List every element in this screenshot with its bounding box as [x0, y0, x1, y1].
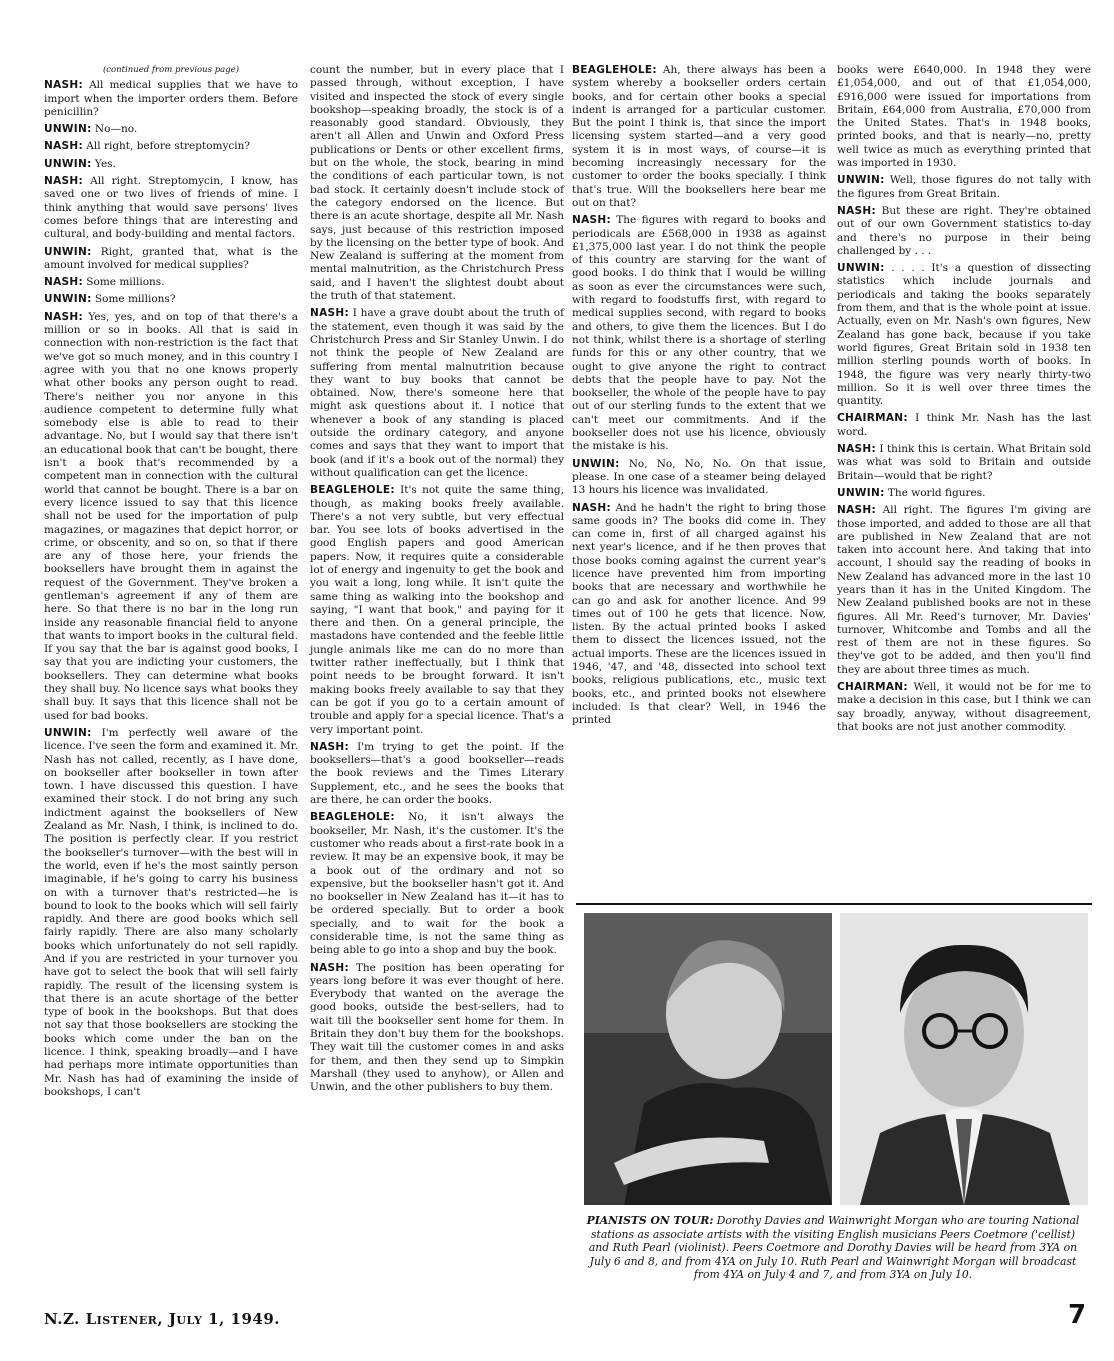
paragraph-text: count the number, but in every place that I passed through, without exception, I have visited and inspected the stock of every single bookshop—speaking broadly, the stock is of a reasonably good standard. Obviously, they aren't all Allen and Unwin and Oxford Press publications or Dents or other excellent firms, but on the whole, the stock, bearing in mind the conditions of each particular town, is not bad stock. It certainly doesn't include stock of the category endorsed on the licence. But there is an acute shortage, despite all Mr. Nash says, just because of this restriction imposed by the licensing on the better type of book. And New Zealand is suffering at the moment from mental malnutrition, as the Christchurch Press said, and I haven't the slightest doubt about the truth of that statement.	[310, 64, 565, 303]
speaker-label: NASH:	[837, 204, 876, 217]
paragraph-text: It's not quite the same thing, though, as making books freely available. There's a not very subtle, but very effectual bar. You see lots of books advertised in the good English papers and good American papers. Now, it requires quite a considerable lot of energy and ingenuity to get the book and you wait a long, long while. It isn't quite the same thing as walking into the bookshop and saying, "I want that book," and paying for it there and then. On a general principle, the mastadons have contended and the feeble little jungle animals like me can do no more than twitter rather ineffectually, but I think that point needs to be brought forward. It isn't making books freely available to say that they can be got if you go to a certain amount of trouble and apply for a special licence. That's a very important point.	[310, 484, 564, 736]
speaker-label: UNWIN:	[44, 245, 92, 258]
paragraph	[44, 246, 298, 273]
paragraph	[310, 64, 564, 303]
text-column-2	[310, 64, 564, 1099]
speaker-label: UNWIN:	[837, 486, 885, 499]
paragraph	[44, 175, 298, 241]
speaker-label: UNWIN:	[44, 726, 92, 739]
paragraph-text: Ah, there always has been a system whereby a bookseller orders certain books, and for certain other books a special indent is arranged for a particular customer. But the point I think is, that since the import licensing system started—and a very good system it is in most ways, of course—it is becoming increasingly necessary for the customer to order the books specially. I think that's true. Will the booksellers here bear me out on that?	[572, 64, 826, 209]
speaker-label: NASH:	[44, 175, 83, 188]
masthead-footer: N.Z. Listener, July 1, 1949.	[44, 1310, 280, 1328]
paragraph-text: No, it isn't always the bookseller, Mr. Nash, it's the customer. It's the customer who reads about a first-rate book in a review. It may be an expensive book, it may be a book out of the ordinary and not so expensive, but the bookseller hasn't got it. And no bookseller in New Zealand has it—it has to be ordered specially. But to order a book specially, and to wait for the book a considerable time, is not the same thing as being able to go into a shop and buy the book.	[310, 811, 564, 957]
paragraph-text: Some millions.	[82, 276, 165, 289]
paragraph	[44, 276, 298, 289]
speaker-label: NASH:	[572, 214, 611, 227]
speaker-label: CHAIRMAN:	[837, 412, 908, 425]
paragraph-text: I have a grave doubt about the truth of the statement, even though it was said by the Christchurch Press and Sir Stanley Unwin. I do not think the people of New Zealand are suffering from mental malnutrition because they want to buy books that cannot be obtained. Now, there's someone here that might ask questions about it. I notice that whenever a book of any standing is placed outside the ordinary category, and anyone comes and says that they want to import that book (and if it's a book out of the normal) they without qualification can get the licence.	[310, 307, 564, 479]
text-column-3	[572, 64, 826, 732]
speaker-label: BEAGLEHOLE:	[310, 811, 395, 824]
paragraph	[837, 487, 1091, 500]
paragraph-text: All right. Streptomycin, I know, has saved one or two lives of friends of mine. I think anything that would save persons' lives comes before things that are interesting and cultural, and body-building and mental factors.	[44, 175, 298, 241]
paragraph	[44, 140, 298, 153]
speaker-label: CHAIRMAN:	[837, 681, 908, 694]
speaker-label: UNWIN:	[572, 457, 620, 470]
paragraph	[44, 158, 298, 171]
paragraph	[572, 502, 826, 728]
photo-caption	[580, 1214, 1086, 1282]
paragraph-text: The figures with regard to books and periodicals are £568,000 in 1938 as against £1,375,000 last year. I do not think the people of this country are starving for the want of good books. I do think that I would be willing as soon as ever the circumstances were such, with regard to foodstuffs first, with regard to medical supplies second, with regard to books and others, to give them the licences. But I do not think, whilst there is a shortage of sterling funds for this or any other country, that we ought to give anyone the right to contract debts that the people have to pay. Not the bookseller, the whole of the people have to pay out of our sterling funds to the extent that we can't meet our commitments. And if the bookseller does not use his licence, obviously the mistake is his.	[572, 214, 826, 453]
caption-body: Dorothy Davies and Wainwright Morgan who are touring National stations as associate artists with the visiting English musicians Peers Coetmore ('cellist) and Ruth Pearl (violinist). Peers Coetmore and Dorothy Davies will be heard from 3YA on July 6 and 8, and from 4YA on July 10. Ruth Pearl and Wainwright Morgan will broadcast from 4YA on July 4 and 7, and from 3YA on July 10.	[588, 1214, 1080, 1281]
photo-dorothy-davies	[584, 913, 832, 1205]
paragraph-text: I think this is certain. What Britain sold was what was sold to Britain and outside Britain—would that be right?	[837, 443, 1091, 482]
paragraph-text: All right. The figures I'm giving are those imported, and added to those are all that are published in New Zealand that are not taken into account here. And taking that into account, I should say the reading of books in New Zealand has advanced more in the last 10 years than it has in the United Kingdom. The New Zealand published books are not in these figures. All Mr. Reed's turnover, Mr. Davies' turnover, Whitcombe and Tombs and all the rest of them are not in these figures. So they've got to be added, and then you'll find they are about three times as much.	[837, 504, 1091, 676]
paragraph-text: books were £640,000. In 1948 they were £1,054,000, and out of that £1,054,000, £916,000 were issued for importations from Britain, £64,000 from Australia, £70,000 from the United States. That's in 1948 books, printed books, and that is nearly—no, pretty well twice as much as everything printed that was imported in 1930.	[837, 64, 1091, 170]
speaker-label: NASH:	[44, 276, 83, 289]
paragraph	[44, 311, 298, 723]
paragraph-text: . . . . It's a question of dissecting statistics which include journals and periodicals and taking the books separately from them, and that is the whole point at issue. Actually, even on Mr. Nash's own figures, New Zealand has gone back, because if you take world figures, Great Britain sold in 1938 ten million sterling pounds worth of books. In 1948, the figure was very nearly thirty-two million. So it is well over three times the quantity.	[837, 262, 1091, 408]
speaker-label: NASH:	[572, 501, 611, 514]
paragraph	[310, 307, 564, 480]
paragraph-text: Yes, yes, and on top of that there's a million or so in books. All that is said in connection with non-restriction is the fact that we've got so much money, and in this country I agree with you that no one knows properly what other books any person ought to read. There's neither you nor anyone in this audience competent to determine fully what somebody else is able to read to their advantage. No, but I would say that there isn't an educational book that can't be bought, there isn't a book that's recommended by a competent man in connection with the cultural world that cannot be bought. There is a bar on every licence issued to say that this licence shall not be used for the importation of pulp magazines, or magazines that depict horror, or crime, or obscenity, and so on, so that if there are any of those here, your friends the booksellers have brought them in against the request of the Government. They've broken a gentleman's agreement if any of them are here. So that there is no bar in the long run inside any reasonable financial field to anyone that wants to import books in the cultural field. If you say that the bar is against good books, I say that you are indicting your customers, the booksellers. They can determine what books they shall buy. No licence says what books they shall buy. It says that this licence shall not be used for bad books.	[44, 310, 298, 722]
text-column-1	[44, 64, 298, 1103]
paragraph-text: All right, before streptomycin?	[82, 140, 251, 153]
page-number: 7	[1068, 1300, 1087, 1330]
speaker-label: NASH:	[44, 140, 83, 153]
paragraph	[572, 214, 826, 453]
speaker-label: NASH:	[837, 504, 876, 517]
paragraph-text: But these are right. They're obtained out of our own Government statistics to-day and there's no purpose in their being challenged by . . .	[837, 204, 1091, 257]
paragraph-text: All medical supplies that we have to import when the importer orders them. Before penicillin?	[44, 79, 298, 118]
paragraph-text: I'm trying to get the point. If the booksellers—that's a good bookseller—reads the book reviews and the Times Literary Supplement, etc., and he sees the books that are there, he can order the books.	[310, 740, 564, 807]
paragraph	[837, 681, 1091, 734]
paragraph-text: Well, it would not be for me to make a decision in this case, but I think we can say broadly, anyway, without disagreement, that books are not just another commodity.	[837, 681, 1091, 733]
speaker-label: UNWIN:	[44, 293, 92, 306]
speaker-label: NASH:	[44, 310, 83, 323]
paragraph	[837, 412, 1091, 439]
speaker-label: NASH:	[310, 307, 349, 320]
paragraph	[572, 64, 826, 210]
speaker-label: NASH:	[310, 740, 349, 753]
paragraph-text: Yes.	[91, 157, 116, 170]
paragraph	[572, 458, 826, 498]
paragraph-text: No—no.	[91, 123, 138, 136]
paragraph	[837, 262, 1091, 408]
paragraph	[837, 205, 1091, 258]
paragraph-text: No, No, No, No. On that issue, please. In one case of a steamer being delayed 13 hours his licence was invalidated.	[572, 457, 826, 497]
photo-box	[576, 903, 1092, 1210]
paragraph	[310, 811, 564, 957]
speaker-label: UNWIN:	[44, 157, 92, 170]
paragraph	[310, 741, 564, 807]
speaker-label: NASH:	[837, 443, 876, 456]
paragraph	[44, 79, 298, 119]
paragraph-text: I'm perfectly well aware of the licence. I've seen the form and examined it. Mr. Nash has not called, recently, as I have done, on bookseller after bookseller in town after town. I have discussed this question. I have examined their stock. I do not bring any such indictment against the booksellers of New Zealand as Mr. Nash, I think, is inclined to do. The position is perfectly clear. If you restrict the bookseller's turnover—with the best will in the world, even if he's the most saintly person imaginable, if he's going to carry his business on with a turnover that's restricted—he is bound to look to the books which will sell fairly rapidly. And there are good books which sell fairly rapidly. There are also many scholarly books which unfortunately do not sell rapidly. And if you are restricted in your turnover you have got to select the book that will sell fairly rapidly. The result of the licensing system is that there is an acute shortage of the better type of book in the bookshops. But that does not say that those booksellers are stocking the books which come under the ban on the licence. I think, speaking broadly—and I have had perhaps more intimate opportunities than Mr. Nash has had of examining the inside of bookshops, I can't	[44, 726, 298, 1098]
paragraph	[44, 123, 298, 136]
speaker-label: UNWIN:	[44, 123, 92, 136]
paragraph-text: The world figures.	[884, 486, 986, 499]
speaker-label: NASH:	[310, 961, 349, 974]
text-column-4	[837, 64, 1091, 738]
paragraph	[44, 727, 298, 1099]
paragraph-text: Right, granted that, what is the amount involved for medical supplies?	[44, 245, 298, 271]
speaker-label: UNWIN:	[837, 262, 885, 275]
paragraph	[310, 962, 564, 1095]
paragraph	[837, 443, 1091, 483]
paragraph	[310, 484, 564, 737]
paragraph	[44, 293, 298, 306]
continued-note: (continued from previous page)	[102, 65, 240, 75]
paragraph-text: Some millions?	[91, 293, 176, 306]
paragraph-text: Well, those figures do not tally with the figures from Great Britain.	[837, 174, 1091, 200]
paragraph	[837, 64, 1091, 170]
speaker-label: UNWIN:	[837, 174, 885, 187]
photo-wainwright-morgan	[840, 913, 1088, 1205]
speaker-label: BEAGLEHOLE:	[572, 64, 657, 76]
speaker-label: NASH:	[44, 79, 83, 92]
caption-lead: PIANISTS ON TOUR:	[586, 1214, 714, 1227]
paragraph-text: And he hadn't the right to bring those same goods in? The books did come in. They can come in, first of all charged against his next year's licence, and if he then proves that those books coming against the current year's licence have prevented him from importing books that are necessary and worthwhile he can go and ask for another licence. And 99 times out of 100 he gets that licence. Now, listen. By the actual printed books I asked them to dissect the licences issued, not the actual imports. These are the licences issued in 1946, '47, and '48, dissected into school text books, religious publications, etc., music text books, etc., and printed books not elsewhere included. Is that clear? Well, in 1946 the printed	[572, 501, 826, 727]
speaker-label: BEAGLEHOLE:	[310, 484, 395, 497]
paragraph	[837, 504, 1091, 677]
paragraph-text: I think Mr. Nash has the last word.	[837, 412, 1091, 438]
paragraph	[837, 174, 1091, 201]
paragraph-text: The position has been operating for years long before it was ever thought of here. Everybody that wanted on the average the good books, outside the best-sellers, had to wait till the bookseller sent home for them. In Britain they don't buy them for the bookshops. They wait till the customer comes in and asks for them, and then they send up to Simpkin Marshall (they used to anyhow), or Allen and Unwin, and the other publishers to buy them.	[310, 961, 564, 1094]
